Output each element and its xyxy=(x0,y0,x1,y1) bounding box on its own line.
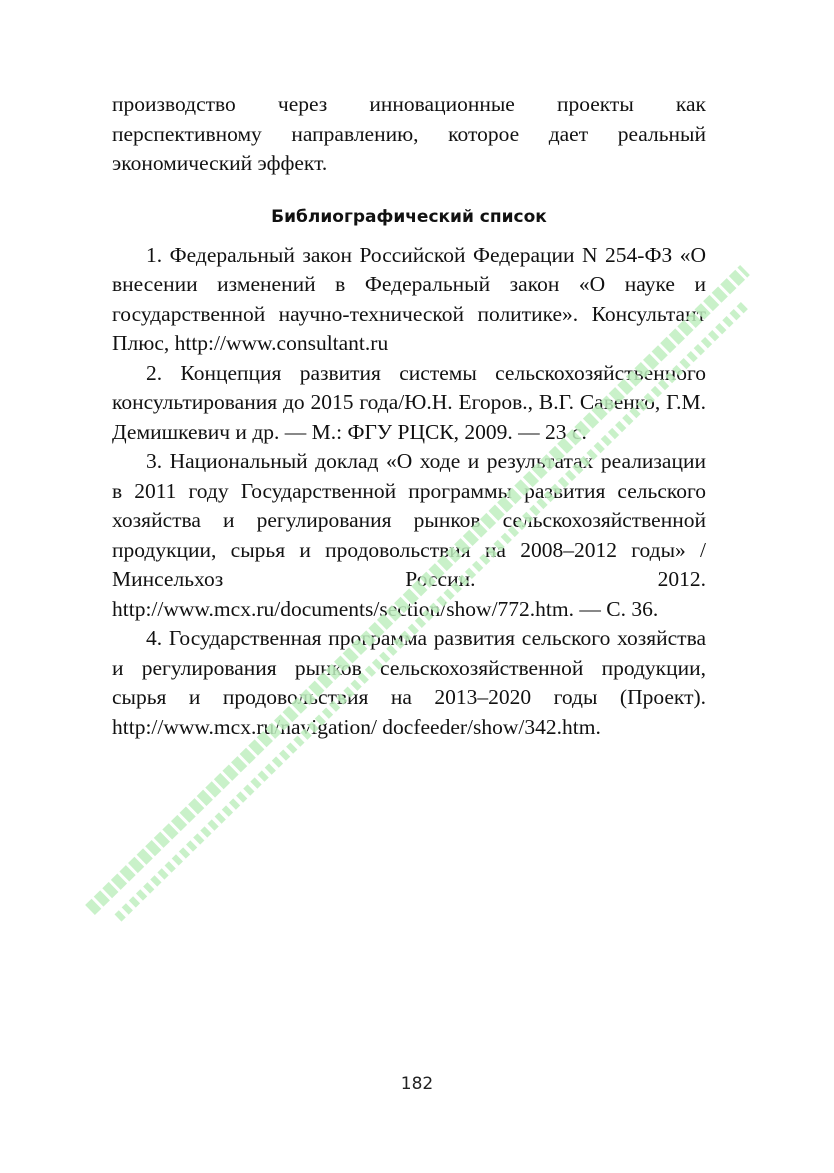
reference-item-4: 4. Государственная программа развития сельского хозяйства и регулирования рынков сельскохозяйственной продукции, сырья и продовольствия на 2013–2020 годы (Проект). http://www.mcx.ru/navigation/ docfeeder/show/342.htm. xyxy=(112,626,706,739)
intro-paragraph: производство через инновационные проекты как перспективному направлению, которое дает реальный экономический эффект. xyxy=(112,92,706,175)
bibliography-heading: Библиографический список xyxy=(271,206,547,227)
reference-item-1: 1. Федеральный закон Российской Федерации N 254-ФЗ «О внесении изменений в Федеральный закон «О науке и государственной научно-технической политике». Консультант Плюс, http://www.consultant.ru xyxy=(112,242,706,355)
page-number: 182 xyxy=(400,1074,434,1094)
text-block xyxy=(112,90,706,742)
reference-item-3: 3. Национальный доклад «О ходе и результатах реализации в 2011 году Государственной программы развития сельского хозяйства и регулирования рынков сельскохозяйственной продукции, сырья и продовольствия на 2008–2012 годы» / Минсельхоз России. 2012. http://www.mcx.ru/documents/section/show/772.htm. — С. 36. xyxy=(112,449,706,621)
reference-item-2: 2. Концепция развития системы сельскохозяйственного консультирования до 2015 года/Ю.Н. Егоров., В.Г. Савенко, Г.М. Демишкевич и др. — М.: ФГУ РЦСК, 2009. — 23 с. xyxy=(112,360,706,444)
